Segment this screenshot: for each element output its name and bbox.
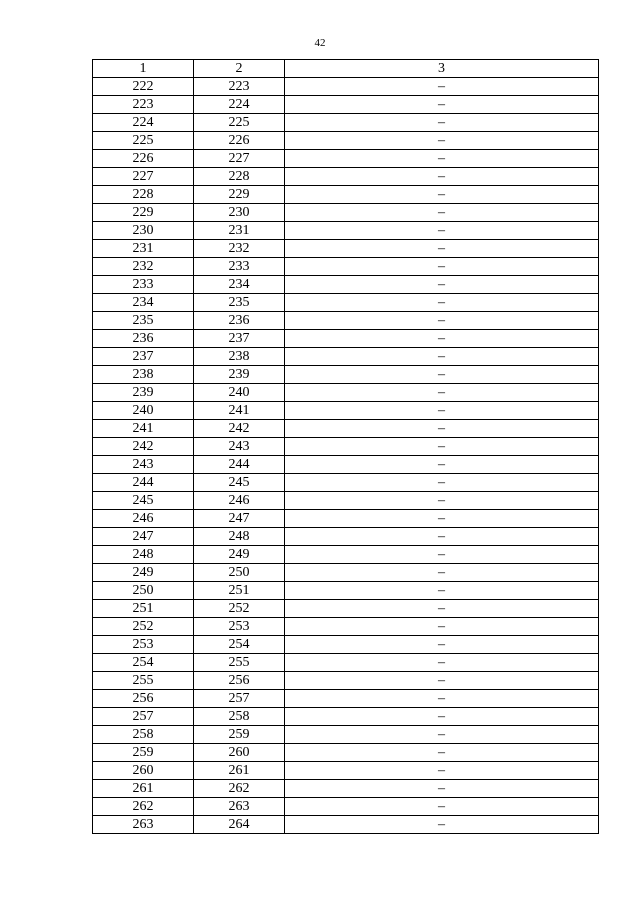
table-row [93, 582, 599, 600]
table-cell-col2: 237 [194, 330, 285, 348]
table-row [93, 654, 599, 672]
table-row [93, 690, 599, 708]
table-cell-col2: 259 [194, 726, 285, 744]
table-cell-col3: – [285, 492, 599, 510]
table-cell-col3: – [285, 600, 599, 618]
table-row [93, 294, 599, 312]
table-row [93, 132, 599, 150]
table-row [93, 240, 599, 258]
table-row [93, 366, 599, 384]
table-cell-col1: 225 [93, 132, 194, 150]
table-cell-col3: – [285, 438, 599, 456]
table-row [93, 456, 599, 474]
table-cell-col3: – [285, 474, 599, 492]
table-cell-col3: – [285, 762, 599, 780]
column-header-2: 2 [194, 60, 285, 78]
table-cell-col2: 225 [194, 114, 285, 132]
table-row [93, 420, 599, 438]
table-cell-col2: 251 [194, 582, 285, 600]
table-cell-col2: 224 [194, 96, 285, 114]
table-body [93, 78, 599, 834]
table-row [93, 780, 599, 798]
table-row [93, 564, 599, 582]
table-cell-col3: – [285, 546, 599, 564]
table-cell-col1: 224 [93, 114, 194, 132]
table-cell-col2: 234 [194, 276, 285, 294]
table-cell-col1: 242 [93, 438, 194, 456]
table-row [93, 474, 599, 492]
table-cell-col2: 248 [194, 528, 285, 546]
table-cell-col2: 252 [194, 600, 285, 618]
table-cell-col3: – [285, 456, 599, 474]
table-cell-col2: 247 [194, 510, 285, 528]
table-cell-col3: – [285, 636, 599, 654]
table-cell-col1: 262 [93, 798, 194, 816]
table-cell-col1: 247 [93, 528, 194, 546]
table-cell-col3: – [285, 798, 599, 816]
table-cell-col1: 256 [93, 690, 194, 708]
table-cell-col3: – [285, 690, 599, 708]
table-cell-col2: 231 [194, 222, 285, 240]
table-row [93, 762, 599, 780]
table-cell-col1: 237 [93, 348, 194, 366]
table-cell-col3: – [285, 564, 599, 582]
table-cell-col2: 250 [194, 564, 285, 582]
table-cell-col3: – [285, 348, 599, 366]
table-cell-col3: – [285, 618, 599, 636]
table-row [93, 384, 599, 402]
table-row [93, 186, 599, 204]
table-cell-col2: 227 [194, 150, 285, 168]
table-cell-col2: 242 [194, 420, 285, 438]
table-cell-col1: 255 [93, 672, 194, 690]
table-cell-col2: 254 [194, 636, 285, 654]
table-cell-col3: – [285, 168, 599, 186]
table-cell-col3: – [285, 402, 599, 420]
table-cell-col3: – [285, 150, 599, 168]
table-cell-col1: 249 [93, 564, 194, 582]
table-cell-col1: 243 [93, 456, 194, 474]
table-row [93, 600, 599, 618]
table-cell-col3: – [285, 330, 599, 348]
table-row [93, 438, 599, 456]
table-cell-col2: 233 [194, 258, 285, 276]
table-cell-col1: 248 [93, 546, 194, 564]
table-cell-col2: 249 [194, 546, 285, 564]
table-cell-col3: – [285, 366, 599, 384]
table-cell-col1: 239 [93, 384, 194, 402]
table-cell-col1: 222 [93, 78, 194, 96]
header-row [93, 60, 599, 78]
table-cell-col2: 244 [194, 456, 285, 474]
table-row [93, 150, 599, 168]
table-cell-col3: – [285, 96, 599, 114]
table-cell-col2: 258 [194, 708, 285, 726]
table-cell-col3: – [285, 204, 599, 222]
table-cell-col2: 229 [194, 186, 285, 204]
table-row [93, 168, 599, 186]
table-cell-col3: – [285, 294, 599, 312]
table-cell-col1: 254 [93, 654, 194, 672]
table-cell-col3: – [285, 78, 599, 96]
table-cell-col1: 259 [93, 744, 194, 762]
table-cell-col1: 235 [93, 312, 194, 330]
table-cell-col1: 245 [93, 492, 194, 510]
table-cell-col2: 238 [194, 348, 285, 366]
table-cell-col3: – [285, 384, 599, 402]
table-cell-col1: 252 [93, 618, 194, 636]
table-row [93, 96, 599, 114]
table-row [93, 114, 599, 132]
table-cell-col2: 241 [194, 402, 285, 420]
table-cell-col2: 226 [194, 132, 285, 150]
table-row [93, 510, 599, 528]
table-cell-col3: – [285, 708, 599, 726]
table-cell-col1: 233 [93, 276, 194, 294]
table-cell-col1: 231 [93, 240, 194, 258]
table-cell-col3: – [285, 816, 599, 834]
table-cell-col3: – [285, 114, 599, 132]
table-cell-col2: 228 [194, 168, 285, 186]
table-cell-col3: – [285, 654, 599, 672]
table-cell-col2: 236 [194, 312, 285, 330]
table-cell-col3: – [285, 780, 599, 798]
table-cell-col1: 258 [93, 726, 194, 744]
table-row [93, 708, 599, 726]
table-cell-col3: – [285, 132, 599, 150]
table-cell-col3: – [285, 726, 599, 744]
table-cell-col1: 228 [93, 186, 194, 204]
table-cell-col1: 226 [93, 150, 194, 168]
data-table [92, 59, 599, 834]
table-row [93, 276, 599, 294]
table-row [93, 78, 599, 96]
table-cell-col1: 240 [93, 402, 194, 420]
table-cell-col3: – [285, 420, 599, 438]
table-cell-col3: – [285, 222, 599, 240]
table-cell-col2: 262 [194, 780, 285, 798]
table-cell-col1: 261 [93, 780, 194, 798]
table-row [93, 222, 599, 240]
table-cell-col2: 253 [194, 618, 285, 636]
table-row [93, 204, 599, 222]
table-row [93, 726, 599, 744]
table-cell-col2: 256 [194, 672, 285, 690]
table-row [93, 798, 599, 816]
table-cell-col1: 241 [93, 420, 194, 438]
table-row [93, 330, 599, 348]
table-row [93, 672, 599, 690]
table-cell-col1: 253 [93, 636, 194, 654]
table-cell-col1: 251 [93, 600, 194, 618]
table-row [93, 312, 599, 330]
table-cell-col1: 244 [93, 474, 194, 492]
table-cell-col3: – [285, 276, 599, 294]
table-cell-col2: 239 [194, 366, 285, 384]
table-cell-col3: – [285, 258, 599, 276]
table-cell-col1: 230 [93, 222, 194, 240]
table-cell-col1: 250 [93, 582, 194, 600]
table-cell-col1: 236 [93, 330, 194, 348]
table-cell-col2: 261 [194, 762, 285, 780]
table-cell-col2: 223 [194, 78, 285, 96]
table-cell-col1: 227 [93, 168, 194, 186]
table-row [93, 546, 599, 564]
table-row [93, 402, 599, 420]
table-cell-col2: 260 [194, 744, 285, 762]
table-cell-col2: 264 [194, 816, 285, 834]
table-cell-col1: 257 [93, 708, 194, 726]
table-cell-col2: 230 [194, 204, 285, 222]
table-cell-col1: 229 [93, 204, 194, 222]
table-cell-col2: 246 [194, 492, 285, 510]
column-header-1: 1 [93, 60, 194, 78]
table-row [93, 816, 599, 834]
table-row [93, 744, 599, 762]
table-header [93, 60, 599, 78]
table-cell-col2: 263 [194, 798, 285, 816]
table-cell-col1: 246 [93, 510, 194, 528]
table-cell-col3: – [285, 582, 599, 600]
table-cell-col1: 238 [93, 366, 194, 384]
table-cell-col1: 260 [93, 762, 194, 780]
table-row [93, 636, 599, 654]
table-row [93, 348, 599, 366]
table-cell-col2: 257 [194, 690, 285, 708]
table-row [93, 258, 599, 276]
table-row [93, 618, 599, 636]
table-cell-col2: 255 [194, 654, 285, 672]
table-cell-col2: 232 [194, 240, 285, 258]
table-cell-col3: – [285, 672, 599, 690]
table-cell-col2: 243 [194, 438, 285, 456]
table-cell-col2: 240 [194, 384, 285, 402]
table-row [93, 528, 599, 546]
column-header-3: 3 [285, 60, 599, 78]
table-cell-col2: 245 [194, 474, 285, 492]
table-cell-col1: 263 [93, 816, 194, 834]
table-cell-col3: – [285, 510, 599, 528]
table-cell-col3: – [285, 528, 599, 546]
page-number: 42 [314, 37, 326, 49]
table-cell-col3: – [285, 240, 599, 258]
table-row [93, 492, 599, 510]
table-cell-col3: – [285, 186, 599, 204]
table-cell-col3: – [285, 744, 599, 762]
table-cell-col3: – [285, 312, 599, 330]
table-cell-col1: 232 [93, 258, 194, 276]
table-cell-col1: 223 [93, 96, 194, 114]
table-cell-col1: 234 [93, 294, 194, 312]
table-cell-col2: 235 [194, 294, 285, 312]
